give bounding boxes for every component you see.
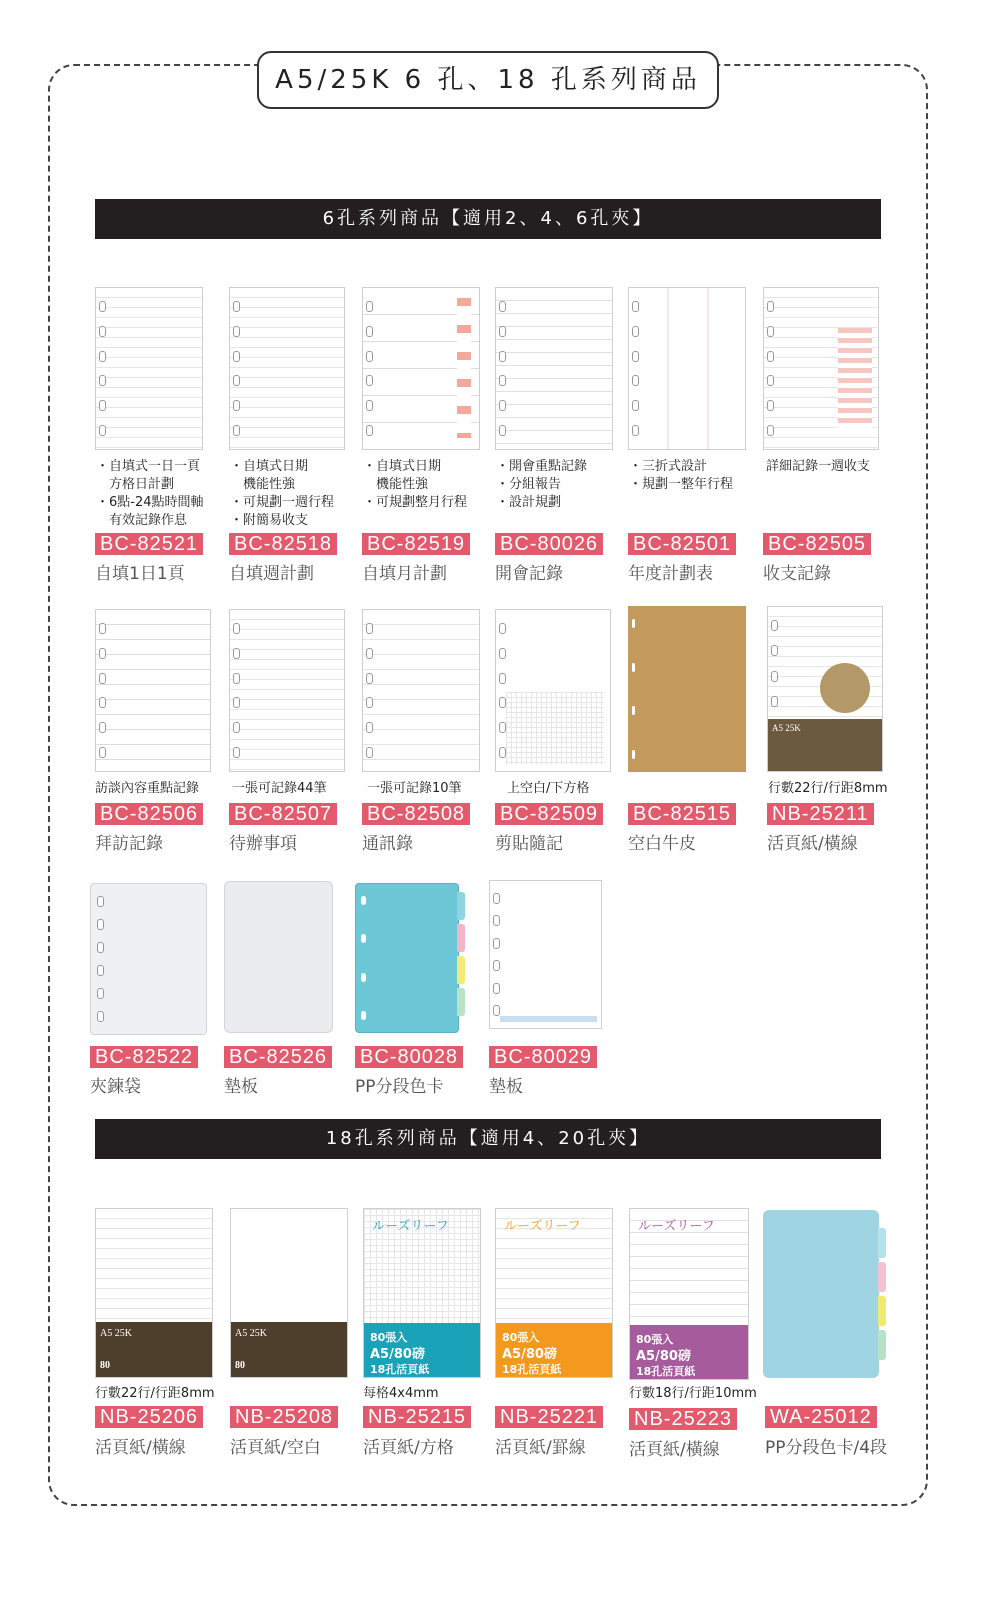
product-code: BC-82522 bbox=[90, 1046, 198, 1068]
product-code: BC-82521 bbox=[95, 533, 203, 555]
product-image bbox=[629, 1208, 749, 1380]
product-name: 活頁紙/罫線 bbox=[495, 1438, 586, 1458]
product-name: 自填1日1頁 bbox=[95, 564, 185, 584]
product-name: 墊板 bbox=[489, 1077, 523, 1097]
product-description: 行數18行/行距10mm bbox=[629, 1386, 757, 1401]
product-description: 行數22行/行距8mm bbox=[95, 1386, 215, 1401]
pack-jp-title: ルーズリーフ bbox=[504, 1219, 581, 1234]
pack-holes: 18孔活頁紙 bbox=[502, 1363, 562, 1377]
product-image bbox=[355, 883, 459, 1033]
product-code: BC-82508 bbox=[362, 803, 470, 825]
product-code: BC-82506 bbox=[95, 803, 203, 825]
product-code: BC-80028 bbox=[355, 1046, 463, 1068]
product-image bbox=[90, 883, 207, 1035]
product-code: BC-82501 bbox=[628, 533, 736, 555]
pack-qty: 80 bbox=[100, 1360, 110, 1371]
product-code: BC-82509 bbox=[495, 803, 603, 825]
product-name: 年度計劃表 bbox=[628, 564, 713, 584]
pack-holes: 18孔活頁紙 bbox=[370, 1363, 430, 1377]
product-name: 墊板 bbox=[224, 1077, 258, 1097]
product-code: NB-25208 bbox=[230, 1406, 338, 1428]
product-image bbox=[767, 606, 883, 772]
pack-jp-title: ルーズリーフ bbox=[372, 1219, 449, 1234]
product-code: BC-82518 bbox=[229, 533, 337, 555]
pack-label: A5 25K bbox=[235, 1327, 267, 1339]
product-code: BC-80026 bbox=[495, 533, 603, 555]
product-name: 拜訪記錄 bbox=[95, 834, 163, 854]
pack-holes: 18孔活頁紙 bbox=[636, 1364, 696, 1378]
product-image bbox=[495, 609, 611, 772]
product-image bbox=[95, 1208, 213, 1378]
product-image bbox=[95, 609, 211, 772]
product-description: 一張可記錄44筆 bbox=[232, 781, 327, 796]
pack-spec: A5/80磅 bbox=[502, 1347, 557, 1363]
product-name: 空白牛皮 bbox=[628, 834, 696, 854]
product-description: 訪談內容重點記錄 bbox=[95, 781, 200, 796]
product-code: BC-80029 bbox=[489, 1046, 597, 1068]
section-6-hole-header: 6孔系列商品【適用2、4、6孔夾】 bbox=[95, 199, 881, 239]
product-code: BC-82519 bbox=[362, 533, 470, 555]
product-name: 待辦事項 bbox=[229, 834, 297, 854]
product-image bbox=[763, 287, 879, 450]
product-name: 自填週計劃 bbox=[229, 564, 314, 584]
product-description: ・開會重點記錄 ・分組報告 ・設計規劃 bbox=[496, 459, 588, 510]
product-name: 夾鍊袋 bbox=[90, 1077, 141, 1097]
product-description: ・三折式設計 ・規劃一整年行程 bbox=[629, 459, 734, 492]
product-code: BC-82507 bbox=[229, 803, 337, 825]
product-name: PP分段色卡/4段 bbox=[765, 1438, 888, 1458]
product-description: 每格4x4mm bbox=[363, 1386, 439, 1401]
product-code: NB-25223 bbox=[629, 1408, 737, 1430]
product-name: PP分段色卡 bbox=[355, 1077, 444, 1097]
product-description: 詳細記錄一週收支 bbox=[766, 459, 871, 474]
product-description: ・自填式一日一頁 方格日計劃 ・6點-24點時間軸 有效記錄作息 bbox=[96, 459, 204, 528]
product-image bbox=[229, 609, 345, 772]
product-image bbox=[628, 287, 746, 450]
product-image bbox=[495, 287, 613, 450]
product-image bbox=[362, 287, 480, 450]
pack-spec: A5/80磅 bbox=[370, 1347, 425, 1363]
product-code: NB-25206 bbox=[95, 1406, 203, 1428]
product-image bbox=[224, 881, 333, 1033]
product-description: 行數22行/行距8mm bbox=[768, 781, 888, 796]
product-description: 一張可記錄10筆 bbox=[367, 781, 462, 796]
product-image bbox=[95, 287, 203, 450]
product-image bbox=[489, 880, 602, 1029]
product-image bbox=[362, 609, 480, 772]
product-code: BC-82515 bbox=[628, 803, 736, 825]
product-code: BC-82526 bbox=[224, 1046, 332, 1068]
pack-count: 80張入 bbox=[636, 1332, 674, 1346]
product-name: 通訊錄 bbox=[362, 834, 413, 854]
product-code: BC-82505 bbox=[763, 533, 871, 555]
product-image bbox=[230, 1208, 348, 1378]
product-code: NB-25221 bbox=[495, 1406, 603, 1428]
product-image bbox=[763, 1210, 879, 1378]
product-code: NB-25211 bbox=[767, 803, 874, 825]
product-name: 活頁紙/空白 bbox=[230, 1438, 321, 1458]
product-name: 剪貼隨記 bbox=[495, 834, 563, 854]
product-name: 活頁紙/橫線 bbox=[95, 1438, 186, 1458]
product-name: 收支記錄 bbox=[763, 564, 831, 584]
product-image bbox=[363, 1208, 481, 1378]
product-name: 開會記錄 bbox=[495, 564, 563, 584]
product-name: 活頁紙/橫線 bbox=[767, 834, 858, 854]
product-code: WA-25012 bbox=[765, 1406, 877, 1428]
product-name: 活頁紙/方格 bbox=[363, 1438, 454, 1458]
pack-count: 80張入 bbox=[370, 1331, 408, 1345]
section-18-hole-header: 18孔系列商品【適用4、20孔夾】 bbox=[95, 1119, 881, 1159]
product-image bbox=[229, 287, 345, 450]
product-description: ・自填式日期 機能性強 ・可規劃一週行程 ・附簡易收支 bbox=[230, 459, 335, 528]
product-description: 上空白/下方格 bbox=[507, 781, 590, 796]
product-name: 自填月計劃 bbox=[362, 564, 447, 584]
pack-jp-title: ルーズリーフ bbox=[638, 1219, 715, 1234]
page-title: A5/25K 6 孔、18 孔系列商品 bbox=[257, 51, 719, 109]
product-name: 活頁紙/橫線 bbox=[629, 1440, 720, 1460]
pack-label: A5 25K bbox=[100, 1327, 132, 1339]
product-code: NB-25215 bbox=[363, 1406, 471, 1428]
pack-count: 80張入 bbox=[502, 1331, 540, 1345]
product-image bbox=[628, 606, 746, 772]
pack-spec: A5/80磅 bbox=[636, 1348, 691, 1364]
pack-qty: 80 bbox=[235, 1360, 245, 1371]
product-image bbox=[495, 1208, 613, 1378]
pack-label: A5 25K bbox=[772, 722, 801, 733]
product-description: ・自填式日期 機能性強 ・可規劃整月行程 bbox=[363, 459, 468, 510]
